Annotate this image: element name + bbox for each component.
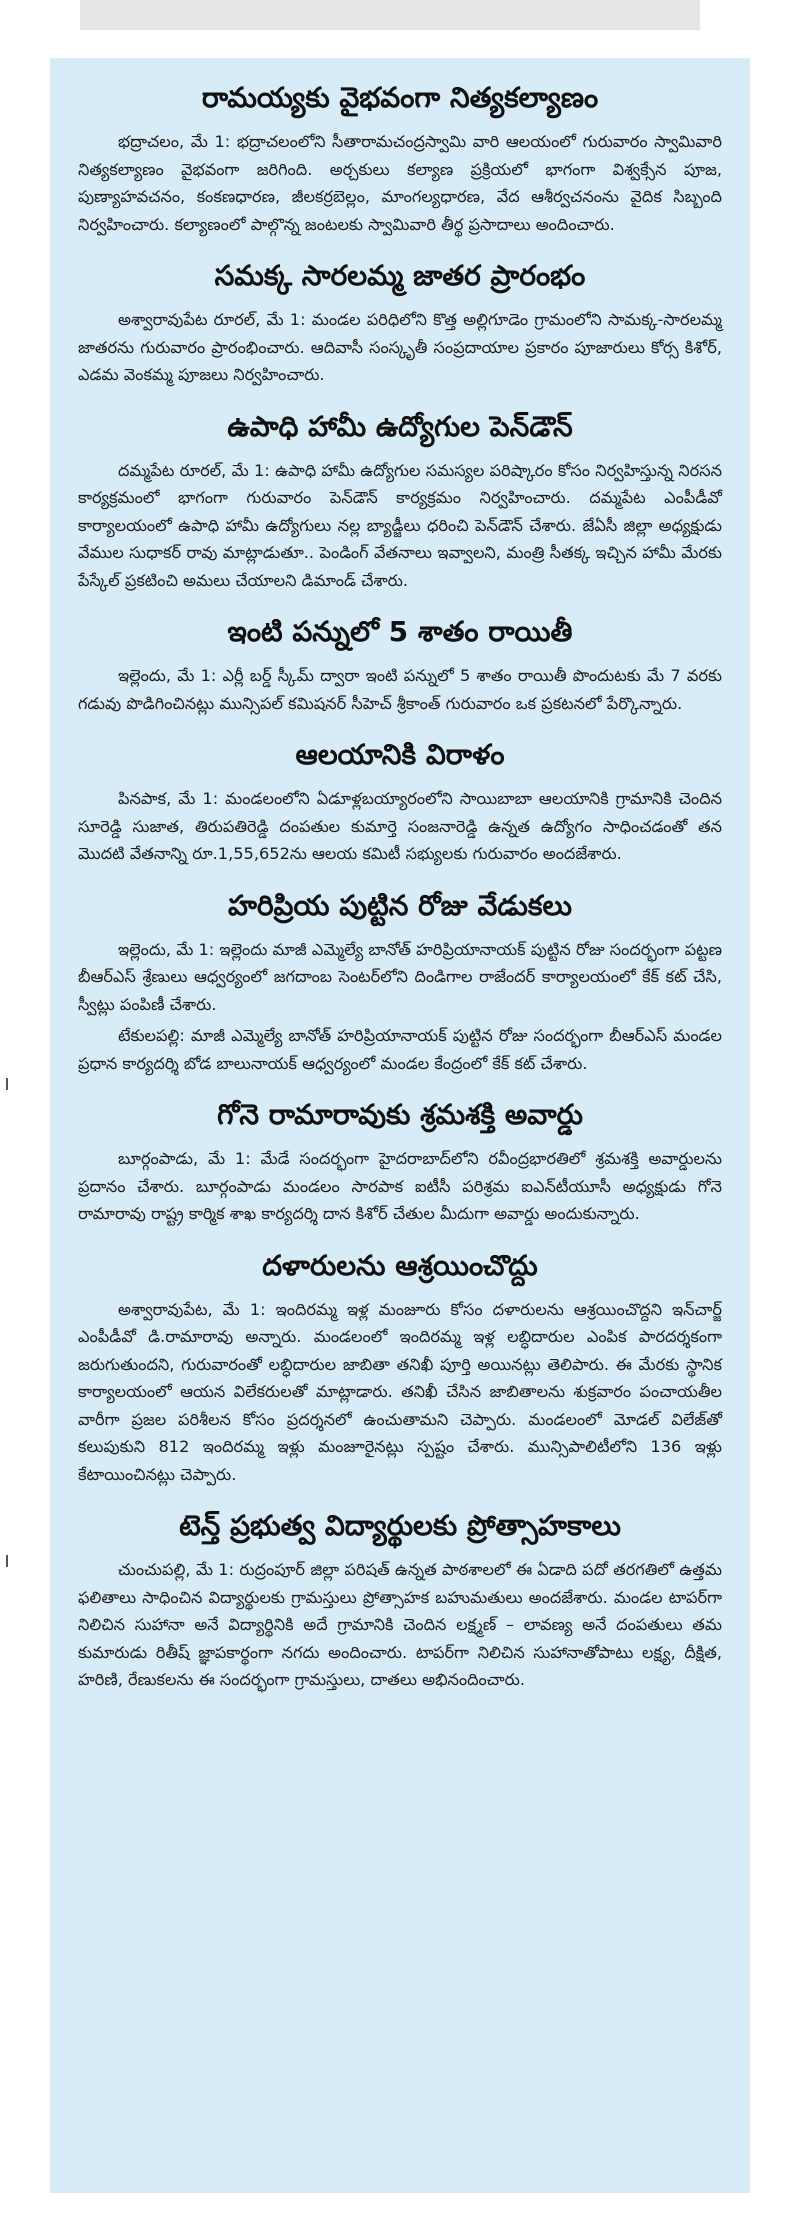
news-headline: టెన్త్ ప్రభుత్వ విద్యార్థులకు ప్రోత్సాహకాలు <box>179 1509 621 1542</box>
news-item <box>78 886 722 1078</box>
news-headline: ఉపాధి హామీ ఉద్యోగుల పెన్‌డౌన్ <box>227 409 573 443</box>
news-item <box>78 1095 722 1228</box>
news-body: టేకులపల్లి: మాజీ ఎమ్మెల్యే బానోత్ హరిప్రియానాయక్ పుట్టిన రోజు సందర్భంగా బీఆర్ఎస్ మండల ప్రధాన కార్యదర్శి బోడ బాలునాయక్ ఆధ్వర్యంలో మండల కేంద్రంలో కేక్ కట్ చేశారు. <box>78 1026 722 1073</box>
news-body: పినపాక, మే 1: మండలంలోని ఏడూళ్లబయ్యారంలోని సాయిబాబా ఆలయానికి గ్రామానికి చెందిన సూరెడ్డి సుజాత, తిరుపతిరెడ్డి దంపతుల కుమార్తె సంజనారెడ్డి ఉన్నత ఉద్యోగం సాధించడంతో తన మొదటి వేతనాన్ని రూ.1,55,652ను ఆలయ కమిటీ సభ్యులకు గురువారం అందజేశారు. <box>78 789 722 863</box>
news-body: ఇల్లెందు, మే 1: ఇల్లెందు మాజీ ఎమ్మెల్యే బానోత్ హరిప్రియానాయక్ పుట్టిన రోజు సందర్భంగా పట్టణ బీఆర్ఎస్ శ్రేణులు ఆధ్వర్యంలో జగదాంబ సెంటర్‌లోని దిండిగాల రాజేందర్ కార్యాలయంలో కేక్ కట్ చేసి, స్వీట్లు పంపిణీ చేశారు. <box>78 939 722 1014</box>
news-headline: దళారులను ఆశ్రయించొద్దు <box>262 1248 538 1282</box>
news-item <box>78 735 722 868</box>
news-body: అశ్వారావుపేట రూరల్, మే 1: మండల పరిధిలోని కొత్త అల్లిగూడెం గ్రామంలోని సామక్క-సారలమ్మ జాతరను గురువారం ప్రారంభించారు. ఆదివాసీ సంస్కృతీ సంప్రదాయాల ప్రకారం పూజారులు కోర్స కిశోర్, ఎడమ వెంకమ్మ పూజలు నిర్వహించారు. <box>78 310 722 384</box>
edge-mark <box>6 1555 8 1567</box>
news-headline: గోనె రామారావుకు శ్రమశక్తి అవార్డు <box>217 1098 583 1131</box>
news-body: ఇల్లెందు, మే 1: ఎర్లీ బర్డ్ స్కీమ్ ద్వారా ఇంటి పన్నులో 5 శాతం రాయితీ పొందుటకు మే 7 వరకు గడువు పొడిగించినట్లు మున్సిపల్ కమిషనర్ సీహెచ్ శ్రీకాంత్ గురువారం ఒక ప్రకటనలో పేర్కొన్నారు. <box>78 666 722 713</box>
news-briefs-panel <box>50 58 750 2193</box>
news-item <box>78 256 722 389</box>
news-body: దమ్మపేట రూరల్, మే 1: ఉపాధి హామీ ఉద్యోగుల సమస్యల పరిష్కారం కోసం నిర్వహిస్తున్న నిరసన కార్యక్రమంలో భాగంగా గురువారం పెన్‌డౌన్ కార్యక్రమం నిర్వహించారు. దమ్మపేట ఎంపీడీవో కార్యాలయంలో ఉపాధి హామీ ఉద్యోగులు నల్ల బ్యాడ్జీలు ధరించి పెన్‌డౌన్ చేశారు. జేఏసీ జిల్లా అధ్యక్షుడు వేముల సుధాకర్ రావు మాట్లాడుతూ.. పెండింగ్ వేతనాలు ఇవ్వాలని, మంత్రి సీతక్క ఇచ్చిన హామీ మేరకు పేస్కేల్ ప్రకటించి అమలు చేయాలని డిమాండ్ చేశారు. <box>78 460 722 590</box>
news-item <box>78 1506 722 1694</box>
news-item <box>78 78 722 238</box>
news-body: భద్రాచలం, మే 1: భద్రాచలంలోని సీతారామచంద్రస్వామి వారి ఆలయంలో గురువారం స్వామివారి నిత్యకల్యాణం వైభవంగా జరిగింది. అర్చకులు కల్యాణ ప్రక్రియలో భాగంగా విశ్వక్సేన పూజ, పుణ్యాహవచనం, కంకణధారణ, జీలకర్రబెల్లం, మాంగల్యధారణ, వేద ఆశీర్వచనంను వైదిక సిబ్బంది నిర్వహించారు. కల్యాణంలో పాల్గొన్న జంటలకు స్వామివారి తీర్థ ప్రసాదాలు అందించారు. <box>78 132 722 234</box>
news-item <box>78 1246 722 1489</box>
news-body: చుంచుపల్లి, మే 1: రుద్రంపూర్ జిల్లా పరిషత్ ఉన్నత పాఠశాలలో ఈ ఏడాది పదో తరగతిలో ఉత్తమ ఫలితాలు సాధించిన విద్యార్థులకు గ్రామస్తులు ప్రోత్సాహక బహుమతులు అందజేశారు. మండల టాపర్‌గా నిలిచిన సుహానా అనే విద్యార్థినికి అదే గ్రామానికి చెందిన లక్ష్మణ్ – లావణ్య అనే దంపతులు తమ కుమారుడు రితీష్ జ్ఞాపకార్థంగా నగదు అందించారు. టాపర్‌గా నిలిచిన సుహానాతోపాటు లక్ష్య, దీక్షిత, హరిణి, రేణుకలను ఈ సందర్భంగా గ్రామస్తులు, దాతలు అభినందించారు. <box>78 1560 722 1689</box>
news-body: అశ్వారావుపేట, మే 1: ఇందిరమ్మ ఇళ్ల మంజూరు కోసం దళారులను ఆశ్రయించొద్దని ఇన్‌చార్జ్ ఎంపీడీవో డి.రామారావు అన్నారు. మండలంలో ఇందిరమ్మ ఇళ్ల లబ్ధిదారుల ఎంపిక పారదర్శకంగా జరుగుతుందని, గురువారంతో లబ్ధిదారుల జాబితా తనిఖీ పూర్తి అయినట్లు తెలిపారు. ఈ మేరకు స్థానిక కార్యాలయంలో ఆయన విలేకరులతో మాట్లాడారు. తనిఖీ చేసిన జాబితాలను శుక్రవారం పంచాయతీల వారీగా ప్రజల పరిశీలన కోసం ప్రదర్శనలో ఉంచుతామని చెప్పారు. మండలంలో మోడల్ విలేజ్‌తో కలుపుకుని 812 ఇందిరమ్మ ఇళ్లు మంజూరైనట్లు స్పష్టం చేశారు. మున్సిపాలిటీలోని 136 ఇళ్లు కేటాయించినట్లు చెప్పారు. <box>78 1299 722 1484</box>
news-item <box>78 612 722 717</box>
news-headline: ఆలయానికి విరాళం <box>295 738 505 771</box>
previous-article-fragment <box>80 0 700 30</box>
edge-mark <box>6 1078 8 1090</box>
news-item <box>78 407 722 595</box>
news-headline: హరిప్రియ పుట్టిన రోజు వేడుకలు <box>228 888 572 922</box>
news-headline: సమక్క సారలమ్మ జాతర ప్రారంభం <box>214 259 586 292</box>
news-headline: రామయ్యకు వైభవంగా నిత్యకల్యాణం <box>201 81 599 114</box>
news-body: బూర్గంపాడు, మే 1: మేడే సందర్భంగా హైదరాబాద్‌లోని రవీంద్రభారతిలో శ్రమశక్తి అవార్డులను ప్రదానం చేశారు. బూర్గంపాడు మండలం సారపాక ఐటీసీ పరిశ్రమ ఐఎన్‌టీయూసీ అధ్యక్షుడు గోనె రామారావు రాష్ట్ర కార్మిక శాఖ కార్యదర్శి దాన కిశోర్ చేతుల మీదుగా అవార్డు అందుకున్నారు. <box>78 1149 722 1223</box>
news-headline: ఇంటి పన్నులో 5 శాతం రాయితీ <box>227 615 573 648</box>
